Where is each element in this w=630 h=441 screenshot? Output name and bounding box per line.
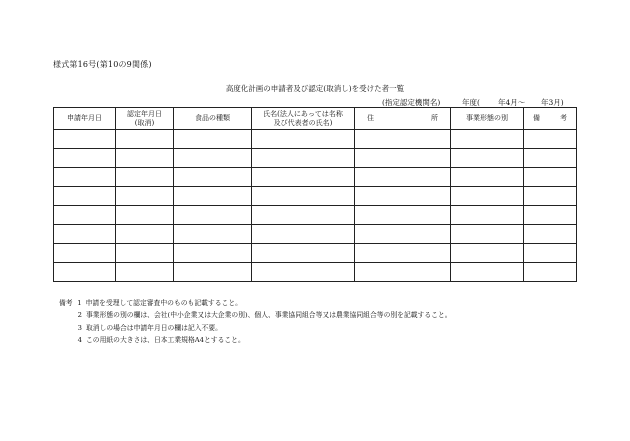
table-cell xyxy=(355,225,451,244)
table-cell xyxy=(116,225,174,244)
table-cell xyxy=(524,244,577,263)
table-cell xyxy=(451,206,524,225)
table-cell xyxy=(252,225,355,244)
table-cell xyxy=(116,263,174,282)
header-application-date-label: 申請年月日 xyxy=(67,114,102,122)
note-text: 取消しの場合は申請年月日の欄は記入不要。 xyxy=(86,323,222,332)
note-item xyxy=(59,297,452,309)
table-cell xyxy=(174,244,252,263)
header-food-type-label: 食品の種類 xyxy=(195,114,230,122)
header-remarks xyxy=(524,108,577,130)
table-cell xyxy=(355,130,451,149)
table-cell xyxy=(252,187,355,206)
table-cell xyxy=(174,263,252,282)
table-cell xyxy=(54,225,116,244)
fiscal-year-field: 年度( xyxy=(462,98,480,107)
table-row xyxy=(54,130,577,149)
note-text: 申請を受理して認定審査中のものも記載すること。 xyxy=(85,299,242,307)
table-cell xyxy=(116,149,174,168)
table-cell xyxy=(174,130,252,149)
table-cell xyxy=(524,130,577,149)
table-cell xyxy=(174,187,252,206)
table-cell xyxy=(355,187,451,206)
header-address-label-part2: 所 xyxy=(431,114,438,122)
table-cell xyxy=(524,206,577,225)
table-cell xyxy=(355,244,451,263)
note-number: 4 xyxy=(77,335,82,344)
document-title: 高度化計画の申請者及び認定(取消し)を受けた者一覧 xyxy=(225,84,405,93)
table-cell xyxy=(524,168,577,187)
header-application-date xyxy=(54,108,116,130)
table-cell xyxy=(355,149,451,168)
table-cell xyxy=(451,149,524,168)
table-cell xyxy=(355,263,451,282)
note-item xyxy=(59,322,452,334)
table-header-row xyxy=(54,108,577,130)
table-row xyxy=(54,149,577,168)
table-cell xyxy=(116,187,174,206)
table-cell xyxy=(116,168,174,187)
notes-prefix-label: 備考 xyxy=(59,299,73,307)
header-applicant-name-label: 氏名(法人にあっては名称 xyxy=(263,109,343,118)
note-number: 1 xyxy=(77,299,82,307)
table-cell xyxy=(116,244,174,263)
table-row xyxy=(54,168,577,187)
table-row xyxy=(54,244,577,263)
table-cell xyxy=(355,206,451,225)
table-cell xyxy=(524,225,577,244)
table-cell xyxy=(524,187,577,206)
notes-section xyxy=(59,297,452,346)
table-cell xyxy=(54,130,116,149)
period-start-field: 年4月～ xyxy=(498,98,526,107)
table-cell xyxy=(174,206,252,225)
header-remarks-label-part2: 考 xyxy=(560,114,567,122)
table-cell xyxy=(451,168,524,187)
table-cell xyxy=(54,244,116,263)
table-cell xyxy=(252,206,355,225)
table-cell xyxy=(451,244,524,263)
note-item xyxy=(59,309,452,321)
table-cell xyxy=(174,149,252,168)
header-applicant-name-sublabel: 及び代表者の氏名) xyxy=(273,118,333,127)
applicant-register-table xyxy=(53,107,577,282)
certifying-organization-field: (指定認定機関名) xyxy=(382,98,441,107)
header-applicant-name xyxy=(252,108,355,130)
table-cell xyxy=(451,130,524,149)
table-row xyxy=(54,206,577,225)
note-number: 3 xyxy=(77,323,82,332)
header-business-form xyxy=(451,108,524,130)
table-cell xyxy=(116,130,174,149)
header-address xyxy=(355,108,451,130)
table-cell xyxy=(451,225,524,244)
note-text: 事業形態の別の欄は、会社(中小企業又は大企業の別)、個人、事業協同組合等又は農業協同組合等の別を記載すること。 xyxy=(86,311,452,320)
header-business-form-label: 事業形態の別 xyxy=(466,114,508,122)
table-cell xyxy=(54,206,116,225)
table-row xyxy=(54,225,577,244)
header-certification-date-label: 認定年月日 xyxy=(127,109,162,118)
note-number: 2 xyxy=(77,311,82,320)
table-cell xyxy=(54,187,116,206)
table-cell xyxy=(54,263,116,282)
table-cell xyxy=(174,225,252,244)
form-number-label: 様式第16号(第10の9関係) xyxy=(53,60,152,69)
table-cell xyxy=(355,168,451,187)
table-cell xyxy=(116,206,174,225)
table-cell xyxy=(252,263,355,282)
header-remarks-label-part1: 備 xyxy=(533,114,540,122)
table-cell xyxy=(54,149,116,168)
header-certification-date xyxy=(116,108,174,130)
table-cell xyxy=(252,130,355,149)
table-cell xyxy=(252,149,355,168)
table-cell xyxy=(451,187,524,206)
header-address-label-part1: 住 xyxy=(367,114,374,122)
table-row xyxy=(54,187,577,206)
table-cell xyxy=(524,149,577,168)
table-body xyxy=(54,130,577,282)
table-row xyxy=(54,263,577,282)
table-cell xyxy=(54,168,116,187)
note-item xyxy=(59,334,452,346)
table-cell xyxy=(451,263,524,282)
table-cell xyxy=(252,244,355,263)
table-cell xyxy=(252,168,355,187)
header-certification-date-sublabel: (取消) xyxy=(134,118,155,127)
table-cell xyxy=(174,168,252,187)
period-end-field: 年3月) xyxy=(541,98,564,107)
note-text: この用紙の大きさは、日本工業規格A4とすること。 xyxy=(86,335,245,344)
header-food-type xyxy=(174,108,252,130)
table-cell xyxy=(524,263,577,282)
